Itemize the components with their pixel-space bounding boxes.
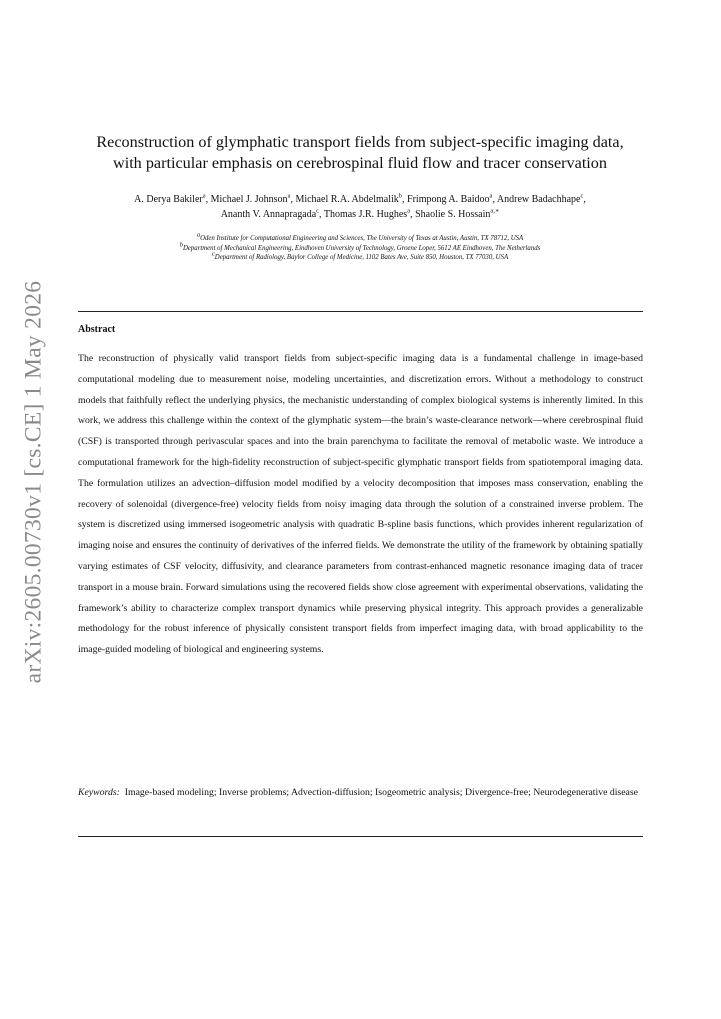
abstract-body: The reconstruction of physically valid transport fields from subject-specific imaging data is a fundamental challenge in image-based computational modeling due to measurement noise, modeling uncertainties, and discretization errors. Without a methodology to construct models that faithfully reflect the underlying physics, the mechanistic understanding of complex biological systems is inherently limited. In this work, we address this challenge within the context of the glymphatic system—the brain’s waste-clearance network—where cerebrospinal fluid (CSF) is transported through perivascular spaces and into the brain parenchyma to facilitate the removal of metabolic waste. We introduce a computational framework for the high-fidelity reconstruction of subject-specific glymphatic transport fields from spatiotemporal imaging data. The formulation utilizes an advection–diffusion model modified by a velocity decomposition that imposes mass conservation, enabling the recovery of solenoidal (divergence-free) velocity fields from noisy imaging data through the solution of a constrained inverse problem. The system is discretized using immersed isogeometric analysis with quadratic B-spline basis functions, which provides inherent regularization of imaging noise and ensures the continuity of derivatives of the inferred fields. We demonstrate the utility of the framework by obtaining spatially varying estimates of CSF velocity, diffusivity, and clearance parameters from contrast-enhanced magnetic resonance imaging data of tracer transport in a mouse brain. Forward simulations using the recovered fields show close agreement with experimental observations, validating the framework’s ability to characterize complex transport dynamics while preserving physical integrity. This approach provides a generalizable methodology for the robust inference of physically consistent transport fields from imperfect imaging data, with broad applicability to the image-guided modeling of biological and engineering systems.: [78, 353, 643, 656]
author-list: [70, 193, 650, 222]
title-line-2: with particular emphasis on cerebrospinal fluid flow and tracer conservation: [113, 154, 607, 172]
author-line-2: Ananth V. Annapragada$^c$, Thomas J.R. Hughes$^a$, Shaolie S. Hossain$^{a,∗}$: [220, 207, 500, 220]
author-line-1: A. Derya Bakiler$^a$, Michael J. Johnson$^a$, Michael R.A. Abdelmalik$^b$, Frimpong A. Baidoo$^a$, Andrew Badachhape$^c$,: [134, 192, 586, 205]
author-affiliation-mark: a: [407, 207, 411, 215]
abstract-top-rule: [78, 311, 643, 312]
abstract-heading: Abstract: [78, 324, 116, 335]
author-affiliation-mark: a: [489, 192, 493, 200]
keywords-list: Image-based modeling; Inverse problems; Advection-diffusion; Isogeometric analysis; Divergence-free; Neurodegenerative disease: [124, 787, 638, 798]
author-affiliation-mark: b: [398, 192, 403, 200]
keywords-label: Keywords:: [78, 787, 120, 798]
title-line-1: Reconstruction of glymphatic transport fields from subject-specific imaging data,: [96, 133, 624, 151]
author-name: Shaolie S. Hossain: [415, 208, 491, 220]
author-affiliation-mark: a,∗: [490, 207, 500, 215]
author-affiliation-mark: c: [316, 207, 320, 215]
abstract-bottom-rule: [78, 836, 643, 837]
affiliation-list: [70, 231, 650, 263]
author-affiliation-mark: a: [287, 192, 291, 200]
affiliation-item: $^c$Department of Radiology, Baylor College of Medicine, 1102 Bates Ave, Suite 850, Houston, TX 77030, USA: [211, 250, 509, 262]
author-affiliation-mark: c: [580, 192, 584, 200]
author-name: Andrew Badachhape: [496, 194, 581, 205]
author-name: Frimpong A. Baidoo: [407, 194, 490, 205]
author-name: Ananth V. Annapragada: [220, 208, 317, 220]
paper-title: [70, 132, 650, 174]
author-name: Thomas J.R. Hughes: [323, 208, 408, 220]
keywords-paragraph: [78, 783, 643, 804]
author-name: Michael J. Johnson: [210, 194, 288, 205]
arxiv-identifier-text: arXiv:2605.00730v1 [cs.CE] 1 May 2026: [20, 280, 47, 684]
author-name: A. Derya Bakiler: [134, 194, 203, 205]
author-affiliation-mark: a: [202, 192, 206, 200]
affiliation-item: $^b$Department of Mechanical Engineering, Eindhoven University of Technology, Groene Loper, 5612 AE Eindhoven, The Netherlands: [179, 241, 541, 252]
author-name: Michael R.A. Abdelmalik: [295, 194, 399, 205]
affiliation-item: $^a$Oden Institute for Computational Engineering and Sciences, The University of Texas at Austin, Austin, TX 78712, USA: [196, 231, 524, 242]
